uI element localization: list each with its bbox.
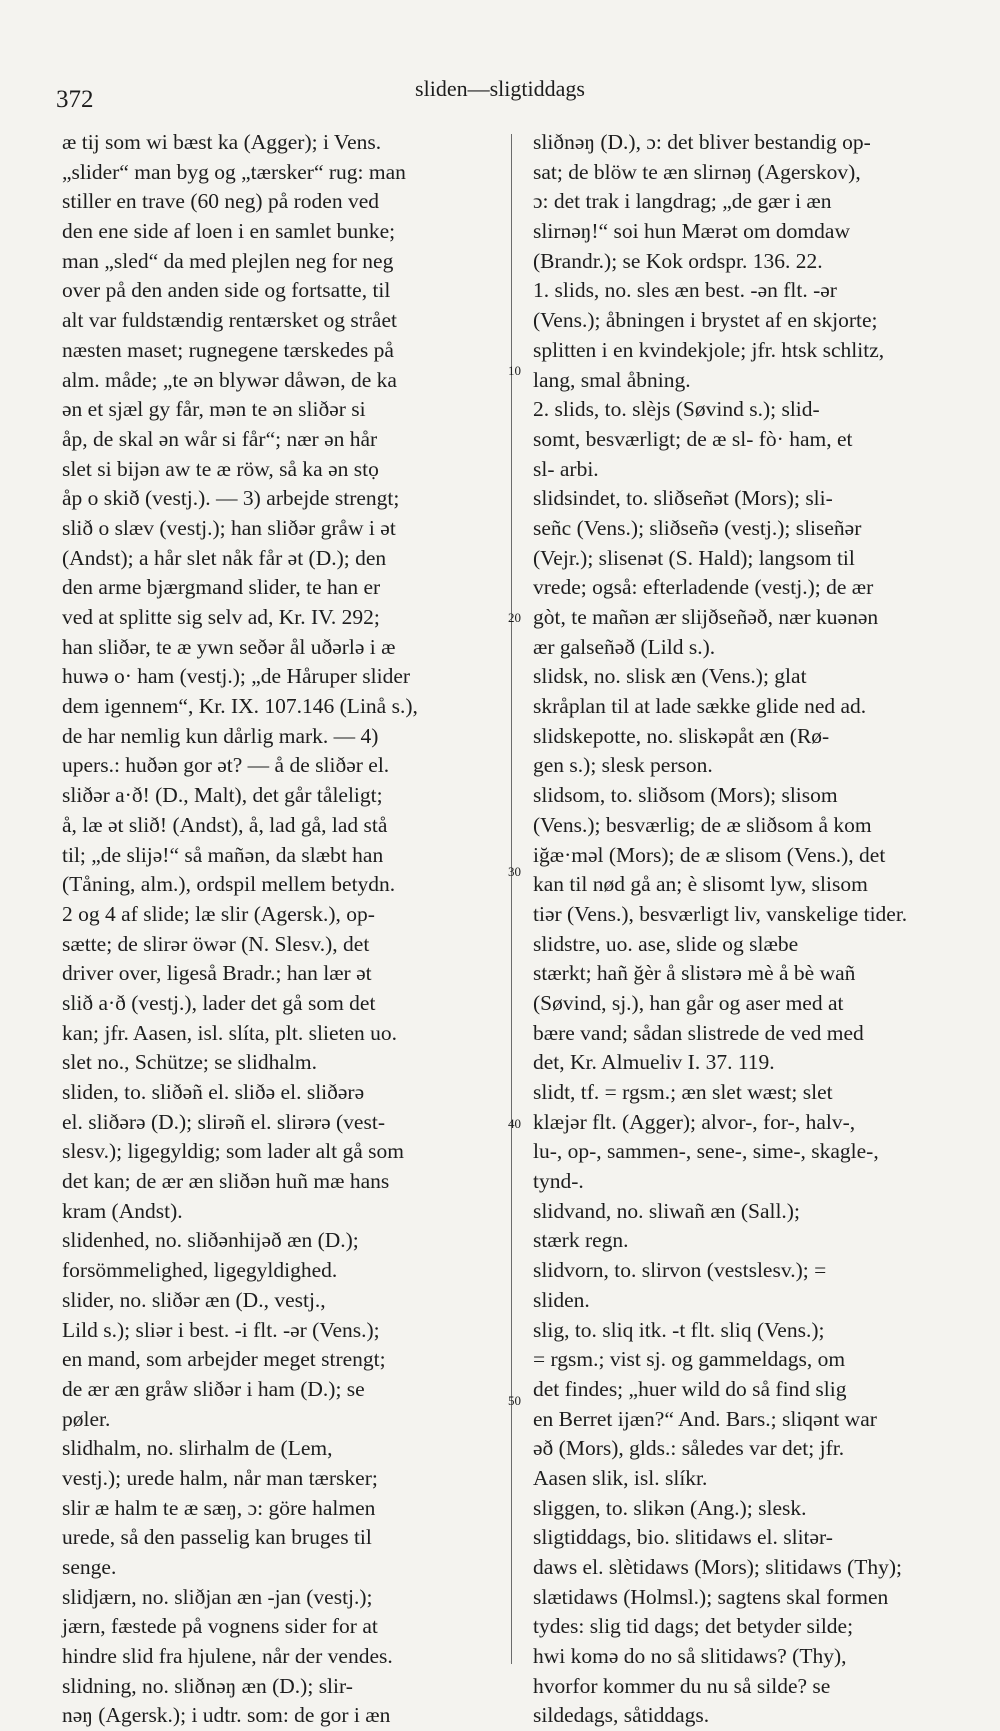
text-line: bære vand; sådan slistrede de ved med <box>533 1020 864 1045</box>
text-line: stiller en trave (60 neg) på roden ved <box>62 189 379 214</box>
text-line: pøler. <box>62 1406 111 1431</box>
text-line: slidvand, no. sliwañ æn (Sall.); <box>533 1198 800 1223</box>
text-line: han sliðər, te æ ywn seðər ål uðərlə i æ <box>62 634 396 659</box>
text-line: gen s.); slesk person. <box>533 753 713 778</box>
text-line: (Søvind, sj.), han går og aser med at <box>533 990 844 1015</box>
text-line: kan; jfr. Aasen, isl. slíta, plt. slieten uo. <box>62 1020 398 1045</box>
text-line: å, læ ət slið! (Andst), å, lad gå, lad stå <box>62 812 388 837</box>
text-line: til; „de slijə!“ så mañən, da slæbt han <box>62 842 384 867</box>
line-number: 10 <box>508 363 521 378</box>
text-line: sildedags, såtiddags. <box>533 1703 710 1728</box>
left-column <box>62 128 502 1731</box>
text-line: (Tåning, alm.), ordspil mellem betydn. <box>62 872 396 897</box>
text-line: (Vens.); åbningen i brystet af en skjorte; <box>533 308 878 333</box>
text-line: lu-, op-, sammen-, sene-, sime-, skagle-, <box>533 1139 879 1164</box>
text-line: kram (Andst). <box>62 1198 183 1223</box>
text-line: slidsindet, to. sliðseñət (Mors); sli- <box>533 486 833 511</box>
text-line: slidsom, to. sliðsom (Mors); slisom <box>533 783 838 808</box>
text-line: əð (Mors), glds.: således var det; jfr. <box>533 1436 845 1461</box>
text-line: slet no., Schütze; se slidhalm. <box>62 1050 317 1075</box>
running-head: sliden—sligtiddags <box>415 76 585 101</box>
text-line: vrede; også: efterladende (vestj.); de ær <box>533 575 874 600</box>
text-line: slidstre, uo. ase, slide og slæbe <box>533 931 799 956</box>
line-number: 50 <box>508 1393 521 1408</box>
text-line: slidt, tf. = rgsm.; æn slet wæst; slet <box>533 1080 833 1104</box>
text-line: slidjærn, no. sliðjan æn -jan (vestj.); <box>62 1584 373 1609</box>
text-line: slidskepotte, no. sliskəpåt æn (Rø- <box>533 723 830 748</box>
right-column <box>533 128 978 1731</box>
text-line: slidvorn, to. slirvon (vestslesv.); = <box>533 1258 827 1283</box>
text-line: tydes: slig tid dags; det betyder silde; <box>533 1614 854 1639</box>
text-line: sliggen, to. slikən (Ang.); slesk. <box>533 1495 807 1520</box>
text-line: hwi komə do no så slitidaws? (Thy), <box>533 1644 847 1669</box>
text-line: slidhalm, no. slirhalm de (Lem, <box>62 1436 333 1461</box>
text-line: slidning, no. sliðnəŋ æn (D.); slir- <box>62 1673 353 1698</box>
text-line: upers.: huðən gor ət? — å de sliðər el. <box>62 753 390 778</box>
text-line: åp, de skal ən wår si får“; nær ən hår <box>62 426 378 451</box>
text-line: (Andst); a hår slet nåk får ət (D.); den <box>62 545 387 570</box>
text-line: nəŋ (Agersk.); i udtr. som: de gor i æn <box>62 1703 391 1728</box>
text-line: slider, no. sliðər æn (D., vestj., <box>62 1287 326 1312</box>
text-line: klæjər flt. (Agger); alvor-, for-, halv-, <box>533 1109 856 1134</box>
text-line: skråplan til at lade sække glide ned ad. <box>533 694 867 719</box>
text-line: el. sliðərə (D.); slirəñ el. slirərə (vest- <box>62 1109 385 1134</box>
text-line: det findes; „huer wild do så find slig <box>533 1376 847 1401</box>
text-line: (Brandr.); se Kok ordspr. 136. 22. <box>533 248 823 273</box>
text-line: slætidaws (Holmsl.); sagtens skal formen <box>533 1584 889 1609</box>
text-line: driver over, ligeså Bradr.; han lær ət <box>62 961 372 986</box>
text-line: sliðər a·ð! (D., Malt), det går tåleligt; <box>62 783 383 808</box>
text-line: lang, smal åbning. <box>533 367 691 392</box>
text-line: jærn, fæstede på vognens sider for at <box>62 1614 378 1639</box>
text-line: „slider“ man byg og „tærsker“ rug: man <box>62 159 406 184</box>
text-line: kan til nød gå an; è slisomt lyw, slisom <box>533 872 868 897</box>
text-line: vestj.); urede halm, når man tærsker; <box>62 1465 378 1490</box>
text-line: man „sled“ da med plejlen neg for neg <box>62 248 394 273</box>
text-line: senge. <box>62 1555 117 1579</box>
text-line: señc (Vens.); sliðseñə (vestj.); sliseñər <box>533 515 862 540</box>
text-line: ɔ: det trak i langdrag; „de gær i æn <box>533 189 832 214</box>
text-line: forsömmelighed, ligegyldighed. <box>62 1258 338 1283</box>
text-line: Aasen slik, isl. slíkr. <box>533 1465 708 1490</box>
text-line: stærk regn. <box>533 1228 629 1253</box>
text-line: over på den anden side og fortsatte, til <box>62 278 391 303</box>
text-line: huwə o· ham (vestj.); „de Håruper slider <box>62 664 411 689</box>
text-line: splitten i en kvindekjole; jfr. htsk schlitz, <box>533 337 885 362</box>
text-line: sliden. <box>533 1287 590 1312</box>
text-line: de har nemlig kun dårlig mark. — 4) <box>62 723 379 748</box>
text-line: urede, så den passelig kan bruges til <box>62 1525 372 1550</box>
text-line: alt var fuldstændig rentærsket og strået <box>62 308 397 333</box>
text-line: det kan; de ær æn sliðən huñ mæ hans <box>62 1169 390 1194</box>
text-line: 2. slids, to. slèjs (Søvind s.); slid- <box>533 397 820 422</box>
text-line: slidsk, no. slisk æn (Vens.); glat <box>533 664 807 689</box>
text-line: = rgsm.; vist sj. og gammeldags, om <box>533 1347 846 1372</box>
text-line: ən et sjæl gy får, mən te ən sliðər si <box>62 397 366 422</box>
text-line: den ene side af loen i en samlet bunke; <box>62 219 396 244</box>
page-number: 372 <box>56 86 94 113</box>
text-line: sætte; de slirər öwər (N. Slesv.), det <box>62 931 370 956</box>
text-line: ved at splitte sig selv ad, Kr. IV. 292; <box>62 605 380 629</box>
text-line: en Berret ijæn?“ And. Bars.; sliqənt war <box>533 1406 877 1431</box>
text-line: slið o slæv (vestj.); han sliðər gråw i ət <box>62 515 396 540</box>
text-line: stærkt; hañ ğèr å slistərə mè å bè wañ <box>533 961 856 986</box>
text-line: slesv.); ligegyldig; som lader alt gå som <box>62 1139 404 1164</box>
text-line: hvorfor kommer du nu så silde? se <box>533 1673 831 1698</box>
text-line: det, Kr. Almueliv I. 37. 119. <box>533 1050 775 1075</box>
line-number: 20 <box>508 610 521 625</box>
text-line: tiər (Vens.), besværligt liv, vanskelige tider. <box>533 901 908 926</box>
text-line: iğæ·məl (Mors); de æ slisom (Vens.), det <box>533 842 886 867</box>
text-line: 1. slids, no. sles æn best. -ən flt. -ər <box>533 278 837 303</box>
text-line: næsten maset; rugnegene tærskedes på <box>62 337 394 362</box>
text-line: sliden, to. sliðəñ el. sliðə el. sliðərə <box>62 1080 365 1104</box>
text-line: somt, besværligt; de æ sl- fò· ham, et <box>533 426 853 451</box>
text-line: gòt, te mañən ær slijðseñəð, nær kuənən <box>533 605 879 629</box>
text-line: Lild s.); sliər i best. -i flt. -ər (Vens.); <box>62 1317 380 1342</box>
text-line: slir æ halm te æ sæŋ, ɔ: göre halmen <box>62 1495 376 1520</box>
text-line: hindre slid fra hjulene, når der vendes. <box>62 1644 393 1669</box>
text-line: 2 og 4 af slide; læ slir (Agersk.), op- <box>62 901 375 926</box>
text-line: alm. måde; „te ən blywər dåwən, de ka <box>62 367 397 392</box>
text-line: sl- arbi. <box>533 456 599 481</box>
text-line: sliðnəŋ (D.), ɔ: det bliver bestandig op- <box>533 130 871 154</box>
text-line: slirnəŋ!“ soi hun Mærət om domdaw <box>533 219 850 244</box>
text-line: åp o skið (vestj.). — 3) arbejde strengt; <box>62 486 400 511</box>
line-number: 40 <box>508 1116 521 1131</box>
text-line: sligtiddags, bio. slitidaws el. slitər- <box>533 1525 833 1550</box>
text-line: tynd-. <box>533 1169 584 1194</box>
text-line: æ tij som wi bæst ka (Agger); i Vens. <box>62 130 382 154</box>
text-line: de ær æn gråw sliðər i ham (D.); se <box>62 1376 365 1401</box>
line-number: 30 <box>508 864 521 879</box>
text-line: slet si bijən aw te æ röw, så ka ən stọ <box>62 456 379 481</box>
text-line: slið a·ð (vestj.), lader det gå som det <box>62 990 376 1015</box>
text-line: ær galseñəð (Lild s.). <box>533 634 716 659</box>
text-line: slig, to. sliq itk. -t flt. sliq (Vens.); <box>533 1317 825 1342</box>
text-line: sat; de blöw te æn slirnəŋ (Agerskov), <box>533 159 861 184</box>
text-line: (Vejr.); slisenət (S. Hald); langsom til <box>533 545 855 570</box>
text-line: en mand, som arbejder meget strengt; <box>62 1347 386 1372</box>
text-line: daws el. slètidaws (Mors); slitidaws (Thy); <box>533 1555 903 1579</box>
text-line: den arme bjærgmand slider, te han er <box>62 575 381 600</box>
text-line: dem igennem“, Kr. IX. 107.146 (Linå s.), <box>62 694 418 719</box>
text-line: slidenhed, no. sliðənhijəð æn (D.); <box>62 1228 359 1253</box>
text-line: (Vens.); besværlig; de æ sliðsom å kom <box>533 812 872 837</box>
